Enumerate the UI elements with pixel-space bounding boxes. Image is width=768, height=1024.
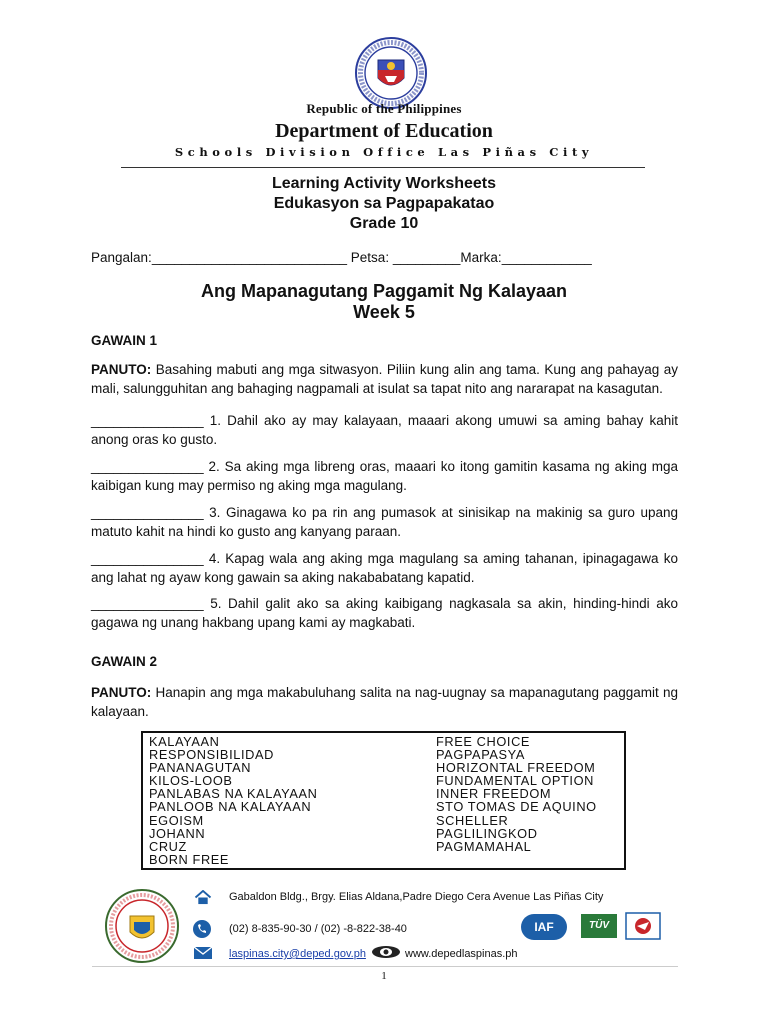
iaf-logo: IAF <box>521 914 567 940</box>
name-label: Pangalan: <box>91 250 152 265</box>
home-icon <box>193 890 213 905</box>
certification-logo <box>625 912 661 940</box>
answer-blank[interactable]: _______________ <box>91 596 204 611</box>
panuto-text: Basahing mabuti ang mga sitwasyon. Piliin kung alin ang tama. Kung ang pahayag ay mali, salungguhitan ang bahaging nagpamali at isulat sa tapat nito ang nararapat na kasagutan. <box>91 362 678 396</box>
word-item: PAGMAMAHAL <box>436 838 532 854</box>
word-item: PAGPAPASYA <box>436 747 525 763</box>
panuto-label: PANUTO: <box>91 685 152 700</box>
word-item: PANANAGUTAN <box>149 760 252 776</box>
word-item: PANLOOB NA KALAYAAN <box>149 799 312 815</box>
word-item: BORN FREE <box>149 851 230 867</box>
header-divider <box>121 167 645 168</box>
division-label: Schools Division Office Las Piñas City <box>174 145 594 159</box>
subject-title: Edukasyon sa Pagpapakatao <box>273 195 495 212</box>
footer-website-link[interactable]: www.depedlaspinas.ph <box>405 948 518 960</box>
word-item: KALAYAAN <box>149 734 220 749</box>
list-item <box>91 595 678 632</box>
word-column-right <box>436 735 597 853</box>
gawain2-instructions <box>91 684 678 721</box>
word-item: CRUZ <box>149 838 187 854</box>
page-number: 1 <box>381 970 387 982</box>
republic-label: Republic of the Philippines <box>306 101 462 116</box>
word-item: HORIZONTAL FREEDOM <box>436 760 596 776</box>
grade-title: Grade 10 <box>349 215 419 232</box>
date-label: Petsa: <box>350 250 390 265</box>
word-item: PAGLILINGKOD <box>436 825 538 841</box>
worksheet-title: Learning Activity Worksheets <box>271 175 497 192</box>
word-item: FREE CHOICE <box>436 734 531 749</box>
lesson-title: Ang Mapanagutang Paggamit Ng Kalayaan <box>200 281 568 301</box>
item-text: 5. Dahil galit ako sa aking kaibigang nagkasala sa akin, hinding-hindi ako gagawa ng unang hakbang upang kami ay magkabati. <box>91 596 678 630</box>
student-fields <box>91 250 592 265</box>
date-blank[interactable]: _________ <box>392 250 461 265</box>
list-item <box>91 412 678 449</box>
word-item: KILOS-LOOB <box>149 773 233 789</box>
department-title: Department of Education <box>275 120 493 142</box>
word-item: STO TOMAS DE AQUINO <box>436 799 597 815</box>
gawain1-instructions <box>91 361 678 398</box>
word-item: PANLABAS NA KALAYAAN <box>149 786 318 802</box>
answer-blank[interactable]: _______________ <box>91 459 204 474</box>
word-item: RESPONSIBILIDAD <box>149 747 274 763</box>
footer-phone: (02) 8-835-90-30 / (02) -8-822-38-40 <box>229 923 407 935</box>
tuv-logo: TÜV <box>581 914 617 938</box>
name-blank[interactable]: __________________________ <box>151 250 348 265</box>
item-text: 1. Dahil ako ay may kalayaan, maaari akong umuwi sa aming bahay kahit anong oras ko gusto. <box>91 413 678 447</box>
word-column-left <box>149 735 317 866</box>
gawain1-heading: GAWAIN 1 <box>91 333 158 348</box>
word-item: JOHANN <box>149 825 206 841</box>
deped-seal-logo <box>354 36 428 110</box>
word-item: EGOISM <box>149 812 204 828</box>
footer-email-link[interactable]: laspinas.city@deped.gov.ph <box>229 948 366 960</box>
list-item <box>91 458 678 495</box>
gawain2-heading: GAWAIN 2 <box>91 654 158 669</box>
sdo-las-pinas-logo <box>104 888 180 964</box>
answer-blank[interactable]: _______________ <box>91 505 204 520</box>
week-label: Week 5 <box>353 302 415 322</box>
word-box <box>141 731 626 870</box>
word-item: INNER FREEDOM <box>436 786 552 802</box>
eye-globe-icon <box>371 945 401 959</box>
mail-icon <box>193 946 213 960</box>
answer-blank[interactable]: _______________ <box>91 551 204 566</box>
phone-icon <box>192 919 212 939</box>
footer-address: Gabaldon Bldg., Brgy. Elias Aldana,Padre Diego Cera Avenue Las Piñas City <box>229 891 604 903</box>
word-item: FUNDAMENTAL OPTION <box>436 773 594 789</box>
score-blank[interactable]: ____________ <box>501 250 592 265</box>
score-label: Marka: <box>460 250 502 265</box>
item-text: 4. Kapag wala ang aking mga magulang sa aming tahanan, ipinagagawa ko ang lahat ng ayaw kong gawain sa aking nakababatang kapatid. <box>91 551 678 585</box>
footer-divider <box>92 966 678 967</box>
word-item: SCHELLER <box>436 812 509 828</box>
list-item <box>91 550 678 587</box>
item-text: 3. Ginagawa ko pa rin ang pumasok at sinisikap na makinig sa guro upang matuto kahit na hindi ko gusto ang kanyang paraan. <box>91 505 678 539</box>
panuto-text: Hanapin ang mga makabuluhang salita na nag-uugnay sa mapanagutang paggamit ng kalayaan. <box>91 685 678 719</box>
item-text: 2. Sa aking mga libreng oras, maaari ko itong gamitin kasama ng aking mga kaibigan kung may permiso ng aking mga magulang. <box>91 459 678 493</box>
panuto-label: PANUTO: <box>91 362 152 377</box>
answer-blank[interactable]: _______________ <box>91 413 204 428</box>
list-item <box>91 504 678 541</box>
